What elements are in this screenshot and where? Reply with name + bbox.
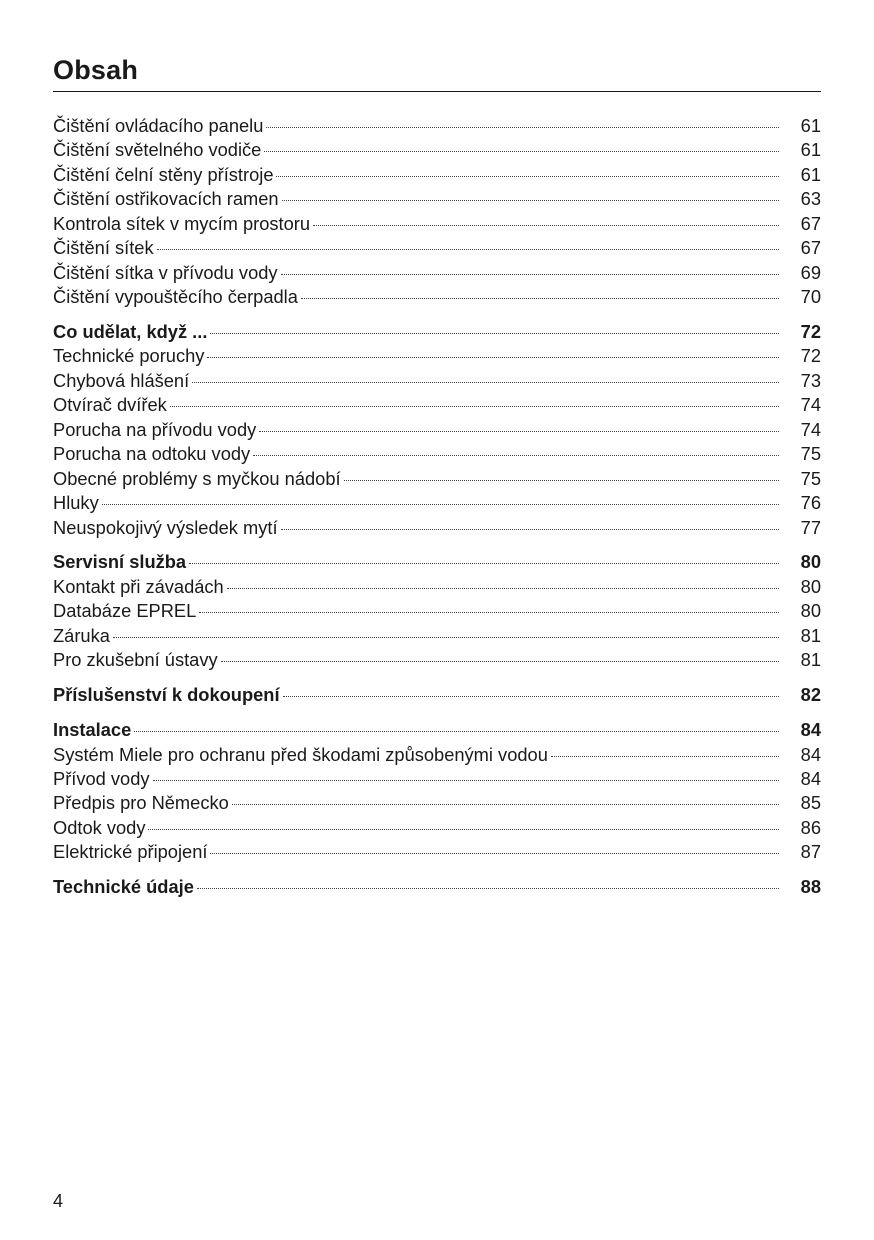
dot-leader — [113, 637, 779, 638]
dot-leader — [102, 504, 779, 505]
toc-entry-row[interactable] — [53, 816, 821, 840]
dot-leader — [266, 127, 779, 128]
toc-entry-title: Čištění ovládacího panelu — [53, 115, 264, 136]
dot-leader — [281, 274, 779, 275]
dot-leader — [210, 333, 779, 334]
toc-entry-title: Porucha na přívodu vody — [53, 418, 257, 440]
toc-entry-row[interactable] — [53, 138, 821, 162]
dot-leader — [283, 696, 779, 697]
toc-entry-row[interactable] — [53, 599, 821, 623]
toc-page-number: 61 — [800, 115, 821, 136]
dot-leader — [253, 455, 779, 456]
toc-section-title: Instalace — [53, 719, 132, 741]
dot-leader — [192, 382, 779, 383]
toc-entry-row[interactable] — [53, 743, 821, 767]
toc-entry-title: Systém Miele pro ochranu před škodami způsobenými vodou — [53, 743, 548, 765]
toc-section-title: Co udělat, když ... — [53, 321, 208, 342]
dot-leader — [276, 176, 779, 177]
dot-leader — [264, 151, 779, 152]
toc-entry-title: Technické poruchy — [53, 345, 205, 367]
toc-entry-title: Pro zkušební ústavy — [53, 649, 218, 671]
toc-section-row[interactable] — [53, 875, 821, 899]
toc-entry-row[interactable] — [53, 418, 821, 442]
toc-entry-title: Čištění ostřikovacích ramen — [53, 188, 279, 210]
toc-page-number: 84 — [800, 767, 821, 789]
toc-entry-row[interactable] — [53, 163, 821, 187]
dot-leader — [551, 756, 779, 757]
dot-leader — [232, 804, 779, 805]
toc-entry-row[interactable] — [53, 114, 821, 138]
toc-entry-row[interactable] — [53, 491, 821, 515]
toc-page-number: 70 — [800, 286, 821, 308]
dot-leader — [281, 529, 779, 530]
toc-page-number: 67 — [800, 237, 821, 259]
toc-page-number: 86 — [800, 816, 821, 838]
title-divider — [53, 91, 821, 92]
toc-entry-title: Záruka — [53, 624, 110, 646]
toc-entry-title: Přívod vody — [53, 767, 150, 789]
toc-section-row[interactable] — [53, 550, 821, 574]
toc-entry-title: Předpis pro Německo — [53, 792, 229, 814]
toc-page-number: 85 — [800, 792, 821, 814]
dot-leader — [301, 298, 779, 299]
toc-entry-title: Obecné problémy s myčkou nádobí — [53, 467, 341, 489]
toc-section-row[interactable] — [53, 320, 821, 344]
toc-entry-title: Kontrola sítek v mycím prostoru — [53, 212, 311, 234]
toc-section-title: Technické údaje — [53, 876, 194, 898]
toc-page-number: 81 — [800, 649, 821, 671]
toc-page-number: 80 — [800, 600, 821, 622]
toc-entry-title: Čištění sítek — [53, 237, 154, 259]
dot-leader — [313, 225, 779, 226]
toc-entry-title: Hluky — [53, 492, 99, 514]
table-of-contents — [53, 114, 821, 900]
toc-entry-title: Čištění sítka v přívodu vody — [53, 261, 278, 283]
toc-section-title: Servisní služba — [53, 551, 187, 573]
toc-page-number: 61 — [800, 139, 821, 161]
toc-entry-title: Neuspokojivý výsledek mytí — [53, 516, 278, 538]
dot-leader — [153, 780, 779, 781]
toc-entry-row[interactable] — [53, 261, 821, 285]
dot-leader — [199, 612, 779, 613]
toc-entry-title: Odtok vody — [53, 816, 146, 838]
toc-entry-row[interactable] — [53, 369, 821, 393]
toc-page-number: 67 — [800, 212, 821, 234]
toc-entry-row[interactable] — [53, 393, 821, 417]
toc-entry-row[interactable] — [53, 791, 821, 815]
toc-page-number: 75 — [800, 467, 821, 489]
toc-page-number: 77 — [800, 516, 821, 538]
toc-entry-row[interactable] — [53, 212, 821, 236]
dot-leader — [227, 588, 779, 589]
toc-entry-title: Databáze EPREL — [53, 600, 197, 622]
toc-page-number: 73 — [800, 369, 821, 391]
toc-page-number: 80 — [800, 551, 821, 573]
toc-page-number: 76 — [800, 492, 821, 514]
toc-page-number: 82 — [800, 684, 821, 706]
toc-entry-title: Čištění čelní stěny přístroje — [53, 163, 274, 185]
toc-page-number: 75 — [800, 443, 821, 465]
toc-entry-row[interactable] — [53, 516, 821, 540]
toc-entry-row[interactable] — [53, 467, 821, 491]
toc-entry-title: Otvírač dvířek — [53, 394, 167, 416]
toc-page-number: 72 — [800, 345, 821, 367]
dot-leader — [157, 249, 779, 250]
dot-leader — [210, 853, 779, 854]
toc-page-number: 84 — [800, 719, 821, 741]
toc-entry-title: Porucha na odtoku vody — [53, 443, 251, 465]
dot-leader — [207, 357, 779, 358]
page-number: 4 — [53, 1191, 64, 1211]
toc-entry-row[interactable] — [53, 575, 821, 599]
toc-entry-row[interactable] — [53, 442, 821, 466]
dot-leader — [134, 731, 779, 732]
toc-entry-title: Chybová hlášení — [53, 369, 190, 391]
toc-page-number: 69 — [800, 261, 821, 283]
toc-entry-title: Kontakt při závadách — [53, 575, 224, 597]
dot-leader — [189, 563, 779, 564]
toc-page-number: 88 — [800, 876, 821, 898]
toc-page-number: 74 — [800, 394, 821, 416]
toc-entry-row[interactable] — [53, 767, 821, 791]
toc-entry-title: Čištění vypouštěcího čerpadla — [53, 286, 298, 308]
dot-leader — [282, 200, 779, 201]
toc-page-number: 81 — [800, 624, 821, 646]
toc-page-number: 72 — [800, 321, 821, 342]
toc-page-number: 74 — [800, 418, 821, 440]
toc-entry-row[interactable] — [53, 285, 821, 309]
toc-entry-row[interactable] — [53, 840, 821, 864]
toc-page-number: 63 — [800, 188, 821, 210]
toc-entry-row[interactable] — [53, 187, 821, 211]
toc-entry-row[interactable] — [53, 624, 821, 648]
toc-page-number: 84 — [800, 743, 821, 765]
dot-leader — [197, 888, 779, 889]
dot-leader — [221, 661, 779, 662]
page-title: Obsah — [53, 55, 139, 85]
toc-page-number: 80 — [800, 575, 821, 597]
toc-entry-title: Čištění světelného vodiče — [53, 139, 262, 161]
toc-page-number: 61 — [800, 163, 821, 185]
toc-page-number: 87 — [800, 841, 821, 863]
dot-leader — [148, 829, 779, 830]
toc-entry-row[interactable] — [53, 236, 821, 260]
toc-section-title: Příslušenství k dokoupení — [53, 684, 280, 706]
dot-leader — [259, 431, 779, 432]
toc-entry-row[interactable] — [53, 344, 821, 368]
dot-leader — [344, 480, 779, 481]
toc-section-row[interactable] — [53, 683, 821, 707]
toc-entry-title: Elektrické připojení — [53, 841, 208, 863]
toc-section-row[interactable] — [53, 718, 821, 742]
toc-entry-row[interactable] — [53, 648, 821, 672]
dot-leader — [170, 406, 779, 407]
